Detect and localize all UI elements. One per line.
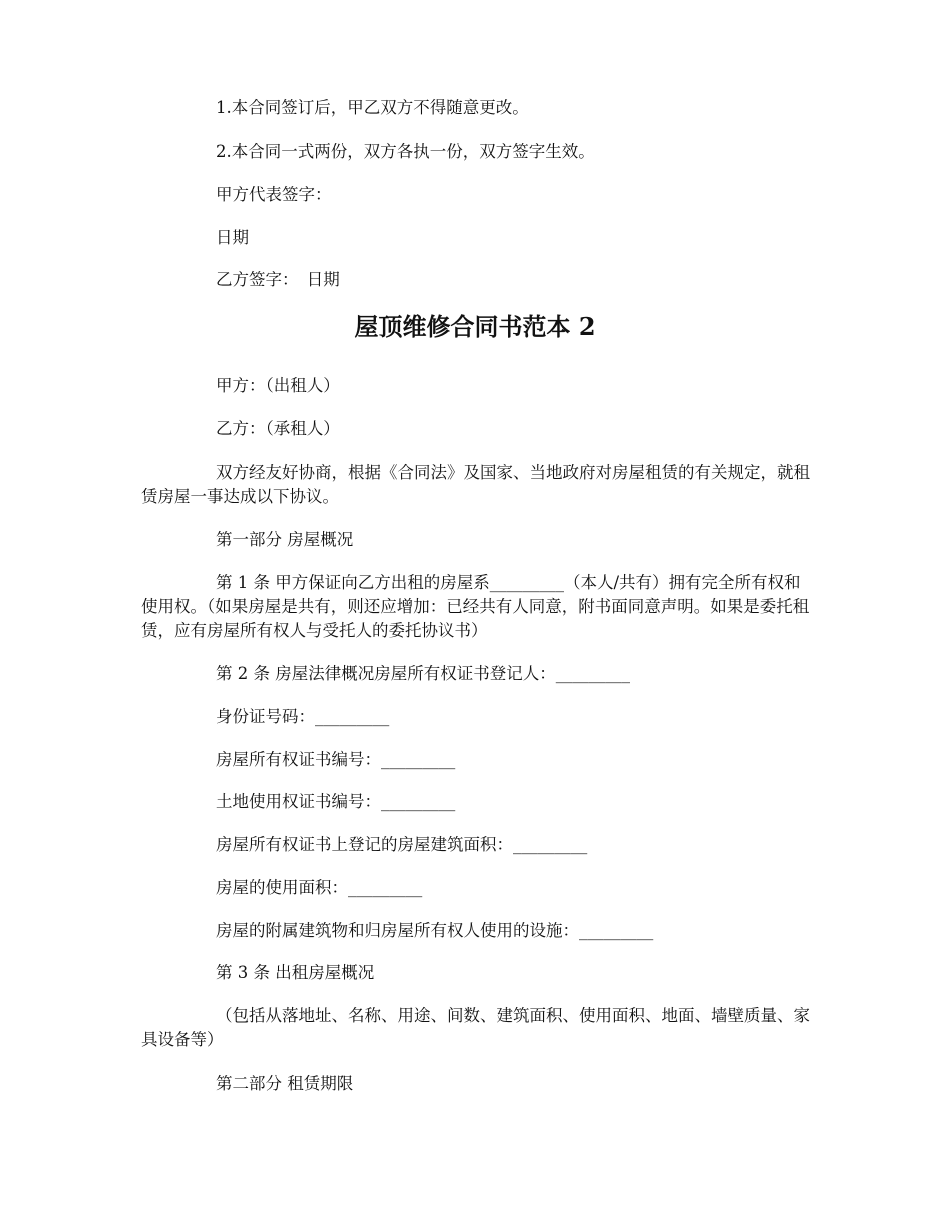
clause-2: 2.本合同一式两份，双方各执一份，双方签字生效。 [216, 142, 595, 161]
party-b-signature: 乙方签字： 日期 [216, 270, 340, 289]
part-2-heading: 第二部分 租赁期限 [216, 1074, 354, 1093]
article-2: 第 2 条 房屋法律概况房屋所有权证书登记人：_________ [216, 664, 630, 683]
party-b: 乙方：（承租人） [216, 419, 340, 438]
party-a-signature: 甲方代表签字： [216, 185, 332, 204]
id-number: 身份证号码：_________ [216, 707, 390, 726]
building-area: 房屋所有权证书上登记的房屋建筑面积：_________ [216, 835, 588, 854]
part-1-heading: 第一部分 房屋概况 [216, 530, 354, 549]
document-title: 屋顶维修合同书范本 2 [354, 312, 596, 341]
date-line: 日期 [216, 228, 249, 247]
clause-1: 1.本合同签订后，甲乙双方不得随意更改。 [216, 98, 529, 117]
party-a: 甲方：（出租人） [216, 376, 340, 395]
ownership-cert-number: 房屋所有权证书编号：_________ [216, 750, 456, 769]
article-1: 第 1 条 甲方保证向乙方出租的房屋系_________（本人/共有）拥有完全所有权和使用权。（如果房屋是共有，则还应增加：已经共有人同意，附书面同意声明。如果是委托租赁，应有房屋所有权人与受托人的委托协议书） [141, 573, 810, 640]
usable-area: 房屋的使用面积：_________ [216, 878, 423, 897]
article-3: 第 3 条 出租房屋概况 [216, 963, 375, 982]
land-cert-number: 土地使用权证书编号：_________ [216, 792, 456, 811]
attached-facilities: 房屋的附属建筑物和归房屋所有权人使用的设施：_________ [216, 921, 654, 940]
article-3-detail: （包括从落地址、名称、用途、间数、建筑面积、使用面积、地面、墙壁质量、家具设备等） [141, 1006, 810, 1049]
preamble: 双方经友好协商，根据《合同法》及国家、当地政府对房屋租赁的有关规定，就租赁房屋一事达成以下协议。 [141, 463, 810, 506]
